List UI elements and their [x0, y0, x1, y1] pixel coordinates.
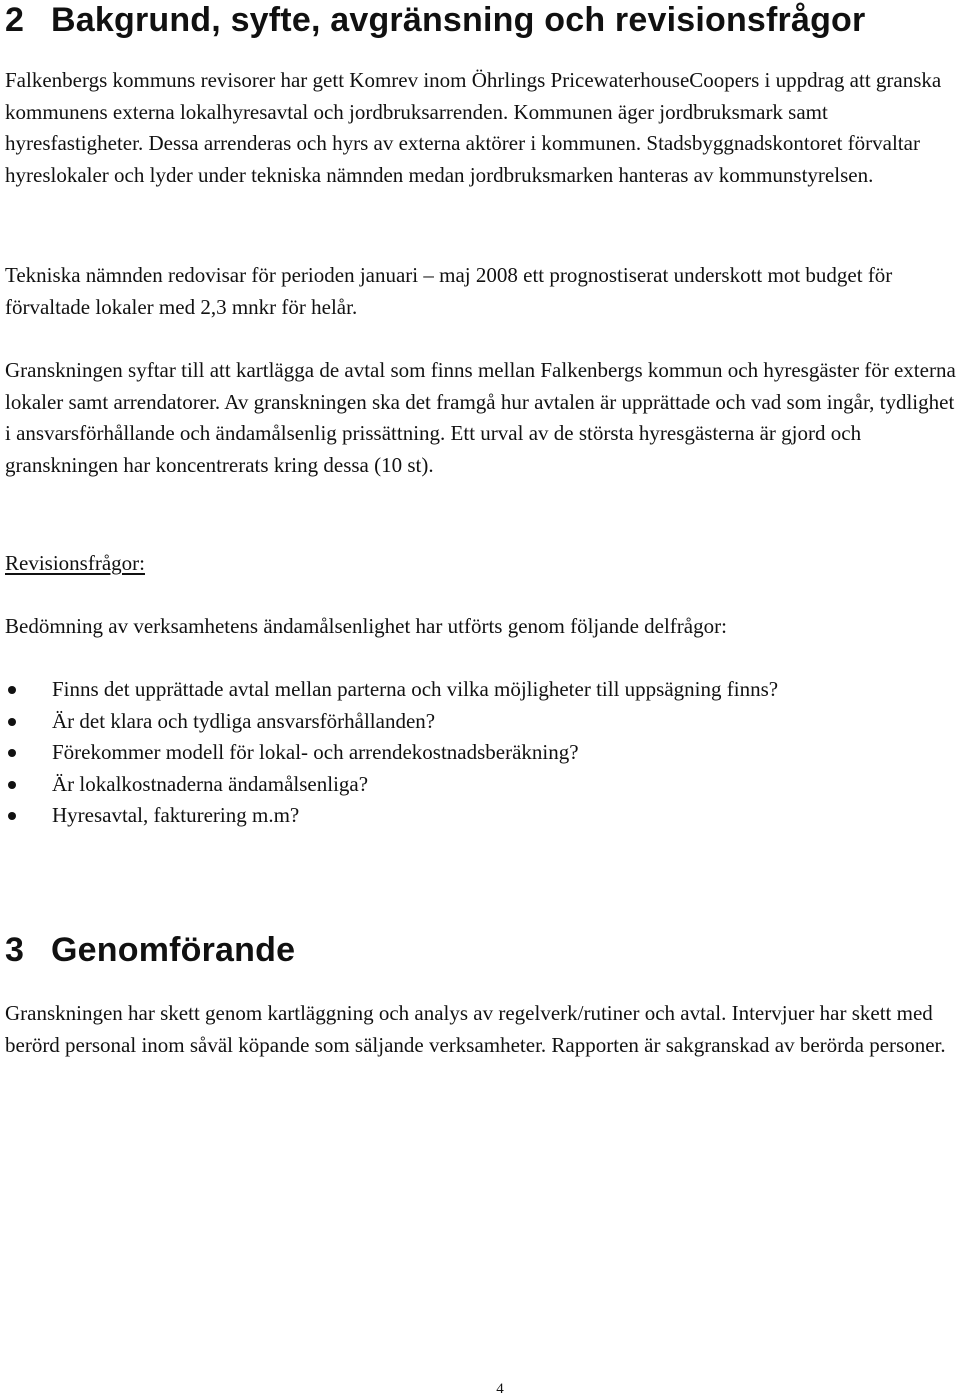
- bullet-icon: [8, 812, 16, 820]
- section-heading-3: [5, 930, 295, 970]
- section-number: 2: [5, 1, 25, 39]
- bullet-icon: [8, 686, 16, 694]
- paragraph-background: Falkenbergs kommuns revisorer har gett Komrev inom Öhrlings PricewaterhouseCoopers i uppdrag att granska kommunens externa lokalhyresavtal och jordbruksarrenden. Kommunen äger jordbruksmark samt hyresfastigheter. Dessa arrenderas och hyrs av externa aktörer i kommunen. Stadsbyggnadskontoret förvaltar hyreslokaler och lyder under tekniska nämnden medan jordbruksmarken hanteras av kommunstyrelsen.: [5, 68, 942, 187]
- list-item: [5, 769, 912, 801]
- bullet-icon: [8, 781, 16, 789]
- questions-lead: Bedömning av verksamhetens ändamålsenlighet har utförts genom följande delfrågor:: [5, 614, 727, 638]
- bullet-icon: [8, 718, 16, 726]
- bullet-icon: [8, 749, 16, 757]
- list-item-text: Är lokalkostnaderna ändamålsenliga?: [52, 771, 369, 796]
- list-item: [5, 737, 912, 769]
- list-item: [5, 674, 912, 706]
- list-item-text: Finns det upprättade avtal mellan parterna och vilka möjligheter till uppsägning finns?: [52, 677, 779, 701]
- paragraph-method: Granskningen har skett genom kartläggning och analys av regelverk/rutiner och avtal. Intervjuer har skett med berörd personal inom såväl köpande som säljande verksamheter. Rapporten är sakgranskad av berörda personer.: [5, 1001, 946, 1057]
- section-heading-2: [5, 0, 865, 40]
- paragraph-budget: Tekniska nämnden redovisar för perioden januari – maj 2008 ett prognostiserat underskott mot budget för förvaltade lokaler med 2,3 mnkr för helår.: [5, 263, 893, 319]
- section-number: 3: [5, 931, 25, 969]
- section-title: Genomförande: [51, 931, 296, 969]
- list-item: [5, 706, 912, 738]
- section-title: Bakgrund, syfte, avgränsning och revisionsfrågor: [51, 1, 866, 39]
- revisionsfragor-heading: Revisionsfrågor:: [5, 551, 145, 575]
- paragraph-purpose: Granskningen syftar till att kartlägga de avtal som finns mellan Falkenbergs kommun och hyresgäster för externa lokaler samt arrendatorer. Av granskningen ska det framgå hur avtalen är upprättade och vad som ingår, tydlighet i ansvarsförhållande och ändamålsenlig prissättning. Ett urval av de största hyresgästerna är gjord och granskningen har koncentrerats kring dessa (10 st).: [5, 358, 956, 477]
- page-number: 4: [496, 1381, 504, 1397]
- questions-list: [5, 674, 960, 832]
- list-item-text: Förekommer modell för lokal- och arrendekostnadsberäkning?: [52, 740, 579, 764]
- list-item-text: Är det klara och tydliga ansvarsförhållanden?: [52, 708, 436, 733]
- list-item-text: Hyresavtal, fakturering m.m?: [52, 803, 300, 827]
- list-item: [5, 800, 912, 832]
